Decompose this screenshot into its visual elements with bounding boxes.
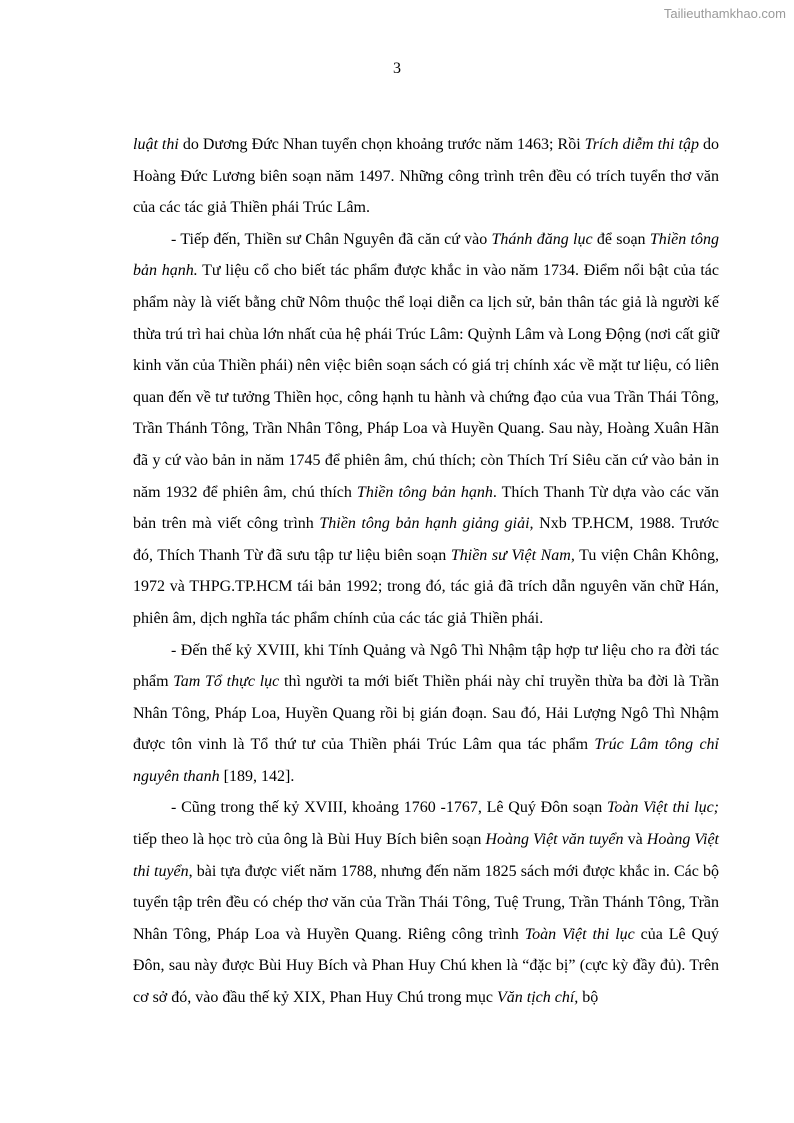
italic-title: Văn tịch chí, (496, 989, 579, 1007)
text-run: do Hoàng Đức Lương biên soạn năm 1497. Những công trình trên đều có trích tuyển thơ văn của các tác giả Thiền phái Trúc Lâm. (133, 136, 720, 217)
italic-title: Hoàng Việt thi tuyển (133, 831, 719, 880)
text-run: Tư liệu cổ cho biết tác phẩm được khắc in vào năm 1734. Điểm nổi bật của tác phẩm này là viết bằng chữ Nôm thuộc thể loại diễn ca lịch sử, bản thân tác giả là người kế thừa trú trì hai chùa lớn nhất của hệ phái Trúc Lâm: Quỳnh Lâm và Long Động (nơi cất giữ kinh văn của Thiền phái) nên việc biên soạn sách có giá trị chính xác về mặt tư liệu, có liên quan đến về tư tưởng Thiền học, công hạnh tu hành và chứng đạo của vua Trần Thái Tông, Trần Thánh Tông, Trần Nhân Tông, Pháp Loa và Huyền Quang. Sau này, Hoàng Xuân Hãn đã y cứ vào bản in năm 1745 để phiên âm, chú thích; còn Thích Trí Siêu căn cứ vào bản in năm 1932 để phiên âm, chú thích (133, 262, 719, 501)
italic-title: Thiền tông bản hạnh (356, 483, 493, 501)
text-run: Tu viện Chân Không, 1972 và THPG.TP.HCM tái bản 1992; trong đó, tác giả đã trích dẫn nguyên văn chữ Hán, phiên âm, dịch nghĩa tác phẩm chính của các tác giả Thiền phái. (133, 546, 719, 627)
paragraph-4 (133, 792, 719, 1013)
italic-title: Toàn Việt thi lục; (606, 799, 720, 817)
italic-title: Thiền tông bản hạnh. (133, 230, 719, 280)
text-run: của Lê Quý Đôn, sau này được Bùi Huy Bích và Phan Huy Chú khen là “đặc bị” (cực kỳ đầy đủ). Trên cơ sở đó, vào đầu thế kỷ XIX, Phan Huy Chú trong mục (133, 925, 719, 1007)
paragraph-2 (133, 224, 719, 635)
italic-title: Thiền tông bản hạnh giảng giải, (319, 515, 534, 533)
italic-title: Toàn Việt thi lục (524, 925, 635, 943)
italic-title: Hoàng Việt văn tuyển (485, 831, 624, 849)
italic-title: Trích diễm thi tập (584, 136, 699, 153)
text-run: và (623, 831, 647, 849)
text-run: . Thích Thanh Từ dựa vào các văn bản trên mà viết công trình (133, 483, 719, 533)
text-run: - Cũng trong thế kỷ XVIII, khoảng 1760 -1767, Lê Quý Đôn soạn (171, 799, 607, 817)
italic-title: Tam Tổ thực lục (173, 673, 280, 691)
text-run: - Tiếp đến, Thiền sư Chân Nguyên đã căn cứ vào (171, 230, 492, 248)
text-run: do Dương Đức Nhan tuyển chọn khoảng trước năm 1463; Rồi (178, 136, 585, 153)
text-run: - Đến thế kỷ XVIII, khi Tính Quảng và Ngô Thì Nhậm tập hợp tư liệu cho ra đời tác phẩm (133, 641, 719, 691)
text-run: tiếp theo là học trò của ông là Bùi Huy Bích biên soạn (133, 831, 486, 849)
body-text (133, 129, 719, 1014)
paragraph-3 (133, 635, 719, 793)
italic-title: luật thi (133, 136, 179, 153)
text-run: để soạn (592, 230, 650, 248)
watermark: Tailieuthamkhao.com (663, 6, 786, 21)
italic-title: Thánh đăng lục (491, 230, 593, 248)
italic-title: Thiền sư Việt Nam, (450, 546, 575, 564)
paragraph-1 (133, 129, 719, 224)
italic-title: Trúc Lâm tông chỉ nguyên thanh (133, 736, 719, 785)
text-run: , bài tựa được viết năm 1788, nhưng đến năm 1825 sách mới được khắc in. Các bộ tuyển tập trên đều có chép thơ văn của Trần Thái Tông, Tuệ Trung, Trần Thánh Tông, Trần Nhân Tông, Pháp Loa và Huyền Quang. Riêng công trình (133, 862, 719, 943)
text-run: Nxb TP.HCM, 1988. Trước đó, Thích Thanh Từ đã sưu tập tư liệu biên soạn (133, 515, 719, 564)
page-number: 3 (393, 60, 401, 77)
text-run: thì người ta mới biết Thiền phái này chỉ truyền thừa ba đời là Trần Nhân Tông, Pháp Loa, Huyền Quang rồi bị gián đoạn. Sau đó, Hải Lượng Ngô Thì Nhậm được tôn vinh là Tổ thứ tư của Thiền phái Trúc Lâm qua tác phẩm (133, 673, 720, 754)
text-run: [189, 142]. (219, 767, 295, 785)
text-run: bộ (578, 989, 599, 1007)
